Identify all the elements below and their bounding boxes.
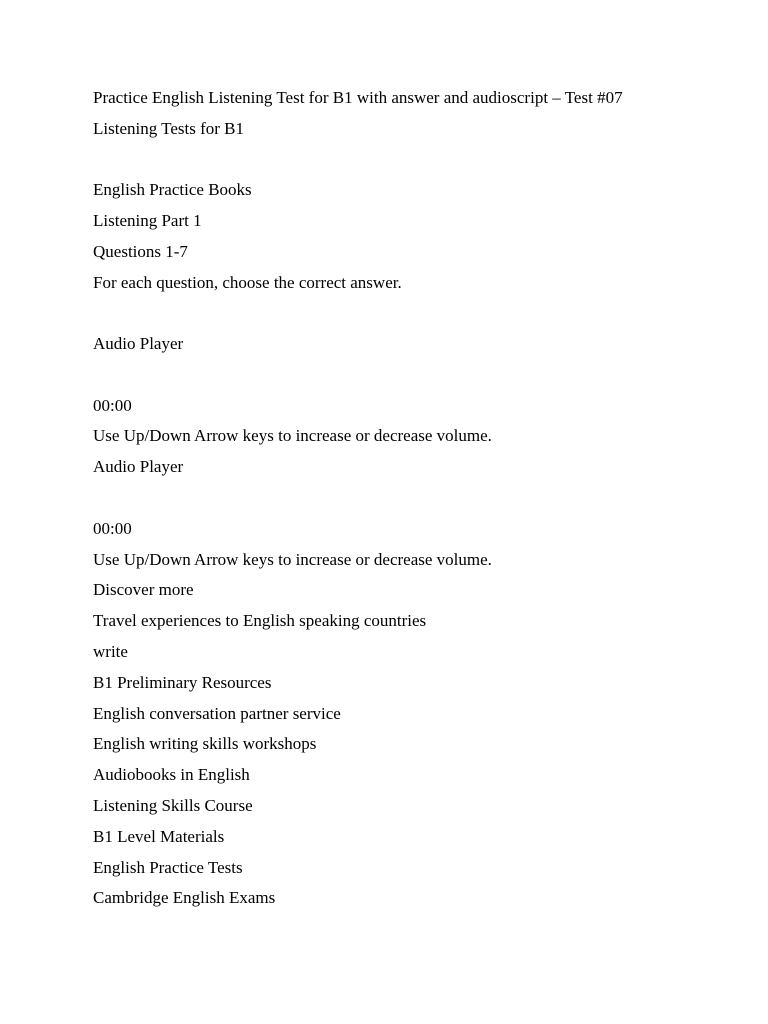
link-item[interactable]: English Practice Tests — [93, 857, 243, 877]
part-heading: Listening Part 1 — [93, 211, 202, 231]
link-item[interactable]: Listening Skills Course — [93, 795, 253, 815]
link-item[interactable]: Audiobooks in English — [93, 765, 250, 785]
page-title: Practice English Listening Test for B1 with answer and audioscript – Test #07 — [93, 88, 623, 107]
volume-hint: Use Up/Down Arrow keys to increase or decrease volume. — [93, 549, 492, 569]
audio-player-time[interactable]: 00:00 — [93, 518, 132, 538]
document-body — [93, 87, 733, 909]
discover-more-heading: Discover more — [93, 580, 194, 600]
link-item[interactable]: B1 Preliminary Resources — [93, 672, 272, 692]
audio-player-label: Audio Player — [93, 334, 184, 354]
book-label: English Practice Books — [93, 180, 252, 200]
questions-range: Questions 1-7 — [93, 241, 188, 261]
link-item[interactable]: English writing skills workshops — [93, 734, 317, 754]
instruction-text: For each question, choose the correct answer. — [93, 272, 402, 292]
audio-player-label: Audio Player — [93, 457, 184, 477]
link-item[interactable]: write — [93, 641, 128, 661]
audio-player-time[interactable]: 00:00 — [93, 395, 132, 415]
link-item[interactable]: B1 Level Materials — [93, 826, 225, 846]
link-item[interactable]: English conversation partner service — [93, 703, 341, 723]
link-item[interactable]: Cambridge English Exams — [93, 888, 276, 908]
volume-hint: Use Up/Down Arrow keys to increase or decrease volume. — [93, 426, 492, 446]
link-item[interactable]: Travel experiences to English speaking countries — [93, 611, 427, 631]
category-label: Listening Tests for B1 — [93, 118, 245, 138]
